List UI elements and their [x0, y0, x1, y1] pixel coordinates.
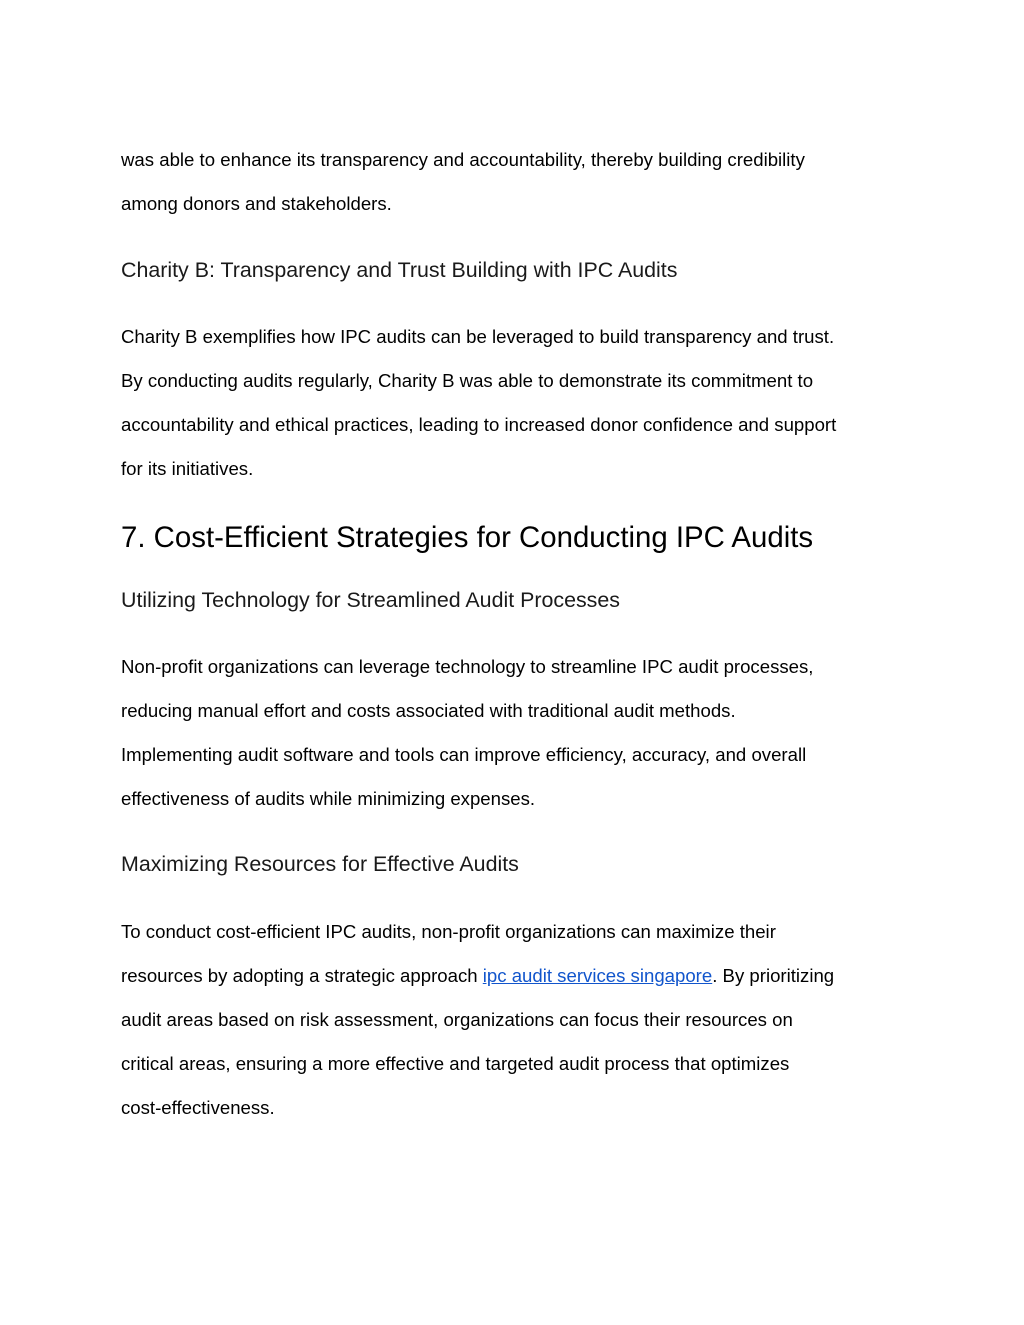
- technology-line-4: effectiveness of audits while minimizing expenses.: [121, 788, 536, 809]
- resources-line-2-after: . By prioritizing: [712, 965, 835, 986]
- technology-line-1: Non-profit organizations can leverage technology to streamline IPC audit processes,: [121, 656, 814, 677]
- resources-line-5: cost-effectiveness.: [121, 1097, 275, 1118]
- section-7-heading: 7. Cost-Efficient Strategies for Conducting IPC Audits: [121, 521, 814, 554]
- resources-line-2-before: resources by adopting a strategic approach: [121, 965, 483, 986]
- resources-line-2: [121, 965, 834, 987]
- resources-line-1: To conduct cost-efficient IPC audits, non-profit organizations can maximize their: [121, 921, 776, 942]
- technology-heading: Utilizing Technology for Streamlined Audit Processes: [121, 588, 620, 612]
- charity-b-line-3: accountability and ethical practices, leading to increased donor confidence and support: [121, 414, 837, 435]
- charity-b-line-1: Charity B exemplifies how IPC audits can be leveraged to build transparency and trust.: [121, 326, 835, 347]
- technology-line-2: reducing manual effort and costs associated with traditional audit methods.: [121, 700, 736, 721]
- ipc-audit-services-link[interactable]: ipc audit services singapore: [482, 965, 713, 986]
- charity-b-line-2: By conducting audits regularly, Charity B was able to demonstrate its commitment to: [121, 370, 814, 391]
- resources-line-4: critical areas, ensuring a more effective and targeted audit process that optimizes: [121, 1053, 790, 1074]
- charity-b-line-4: for its initiatives.: [121, 458, 254, 479]
- intro-line-2: among donors and stakeholders.: [121, 193, 392, 214]
- intro-line-1: was able to enhance its transparency and accountability, thereby building credibility: [121, 149, 805, 170]
- resources-line-3: audit areas based on risk assessment, organizations can focus their resources on: [121, 1009, 793, 1030]
- resources-heading: Maximizing Resources for Effective Audits: [121, 852, 519, 876]
- charity-b-heading: Charity B: Transparency and Trust Building with IPC Audits: [121, 258, 678, 282]
- technology-line-3: Implementing audit software and tools can improve efficiency, accuracy, and overall: [121, 744, 807, 765]
